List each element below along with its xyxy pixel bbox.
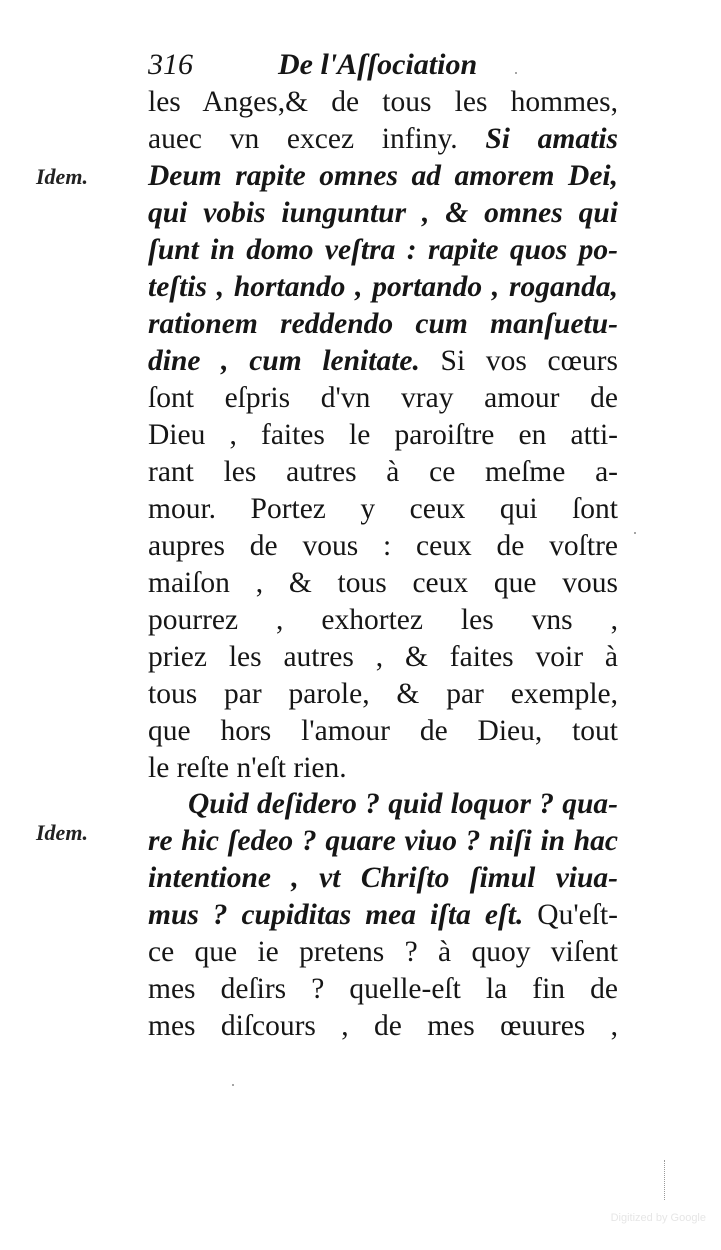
text-run: auec vn excez infiny. [148, 123, 486, 155]
text-line: pourrez , exhortez les vns , [148, 604, 618, 636]
text-line: ſont eſpris d'vn vray amour de [148, 382, 618, 414]
text-line: rant les autres à ce meſme a- [148, 456, 618, 488]
ink-speck [634, 532, 636, 534]
text-run: dine , cum lenitate. [148, 345, 420, 377]
page-number: 316 [148, 48, 193, 81]
ink-speck [515, 72, 517, 74]
paragraph-1 [148, 84, 618, 787]
text-line [148, 343, 618, 380]
text-line: aupres de vous : ceux de voſtre [148, 530, 618, 562]
text-run: mus ? cupiditas mea iſta eſt. [148, 899, 524, 931]
text-line: mes diſcours , de mes œuures , [148, 1010, 618, 1042]
text-line: tous par parole, & par exemple, [148, 678, 618, 710]
text-line: intentione , vt Chriſto ſimul viua- [148, 862, 618, 894]
margin-note: Idem. [36, 164, 88, 189]
text-line: qui vobis iunguntur , & omnes qui [148, 197, 618, 229]
text-line [148, 897, 618, 934]
text-line: Deum rapite omnes ad amorem Dei, [148, 160, 618, 192]
text-line: re hic ſedeo ? quare viuo ? niſi in hac [148, 825, 618, 857]
running-title: De l'Aſſociation [278, 48, 478, 81]
text-line: maiſon , & tous ceux que vous [148, 567, 618, 599]
text-line: le reſte n'eſt rien. [148, 752, 347, 784]
text-line: teſtis , hortando , portando , roganda, [148, 271, 618, 303]
text-line: Quid deſidero ? quid loquor ? qua- [188, 788, 618, 820]
text-run: Si amatis [485, 123, 618, 155]
text-line: les Anges,& de tous les hommes, [148, 86, 618, 118]
text-line [148, 121, 618, 158]
text-line: mes deſirs ? quelle-eſt la fin de [148, 973, 618, 1005]
text-run: Si vos cœurs [419, 345, 618, 377]
text-line: rationem reddendo cum manſuetu- [148, 308, 618, 340]
text-run: Qu'eſt- [523, 899, 618, 931]
text-line: Dieu , faites le paroiſtre en atti- [148, 419, 618, 451]
ink-speck [232, 1084, 234, 1086]
margin-note: Idem. [36, 820, 88, 845]
text-line: que hors l'amour de Dieu, tout [148, 715, 618, 747]
text-line: mour. Portez y ceux qui ſont [148, 493, 618, 525]
text-line: priez les autres , & faites voir à [148, 641, 618, 673]
page-header [148, 44, 618, 86]
text-line: ſunt in domo veſtra : rapite quos po- [148, 234, 618, 266]
paragraph-2 [148, 786, 618, 1045]
watermark: Digitized by Google [610, 1212, 706, 1224]
text-line: ce que ie pretens ? à quoy viſent [148, 936, 618, 968]
page-edge-mark [664, 1160, 667, 1200]
